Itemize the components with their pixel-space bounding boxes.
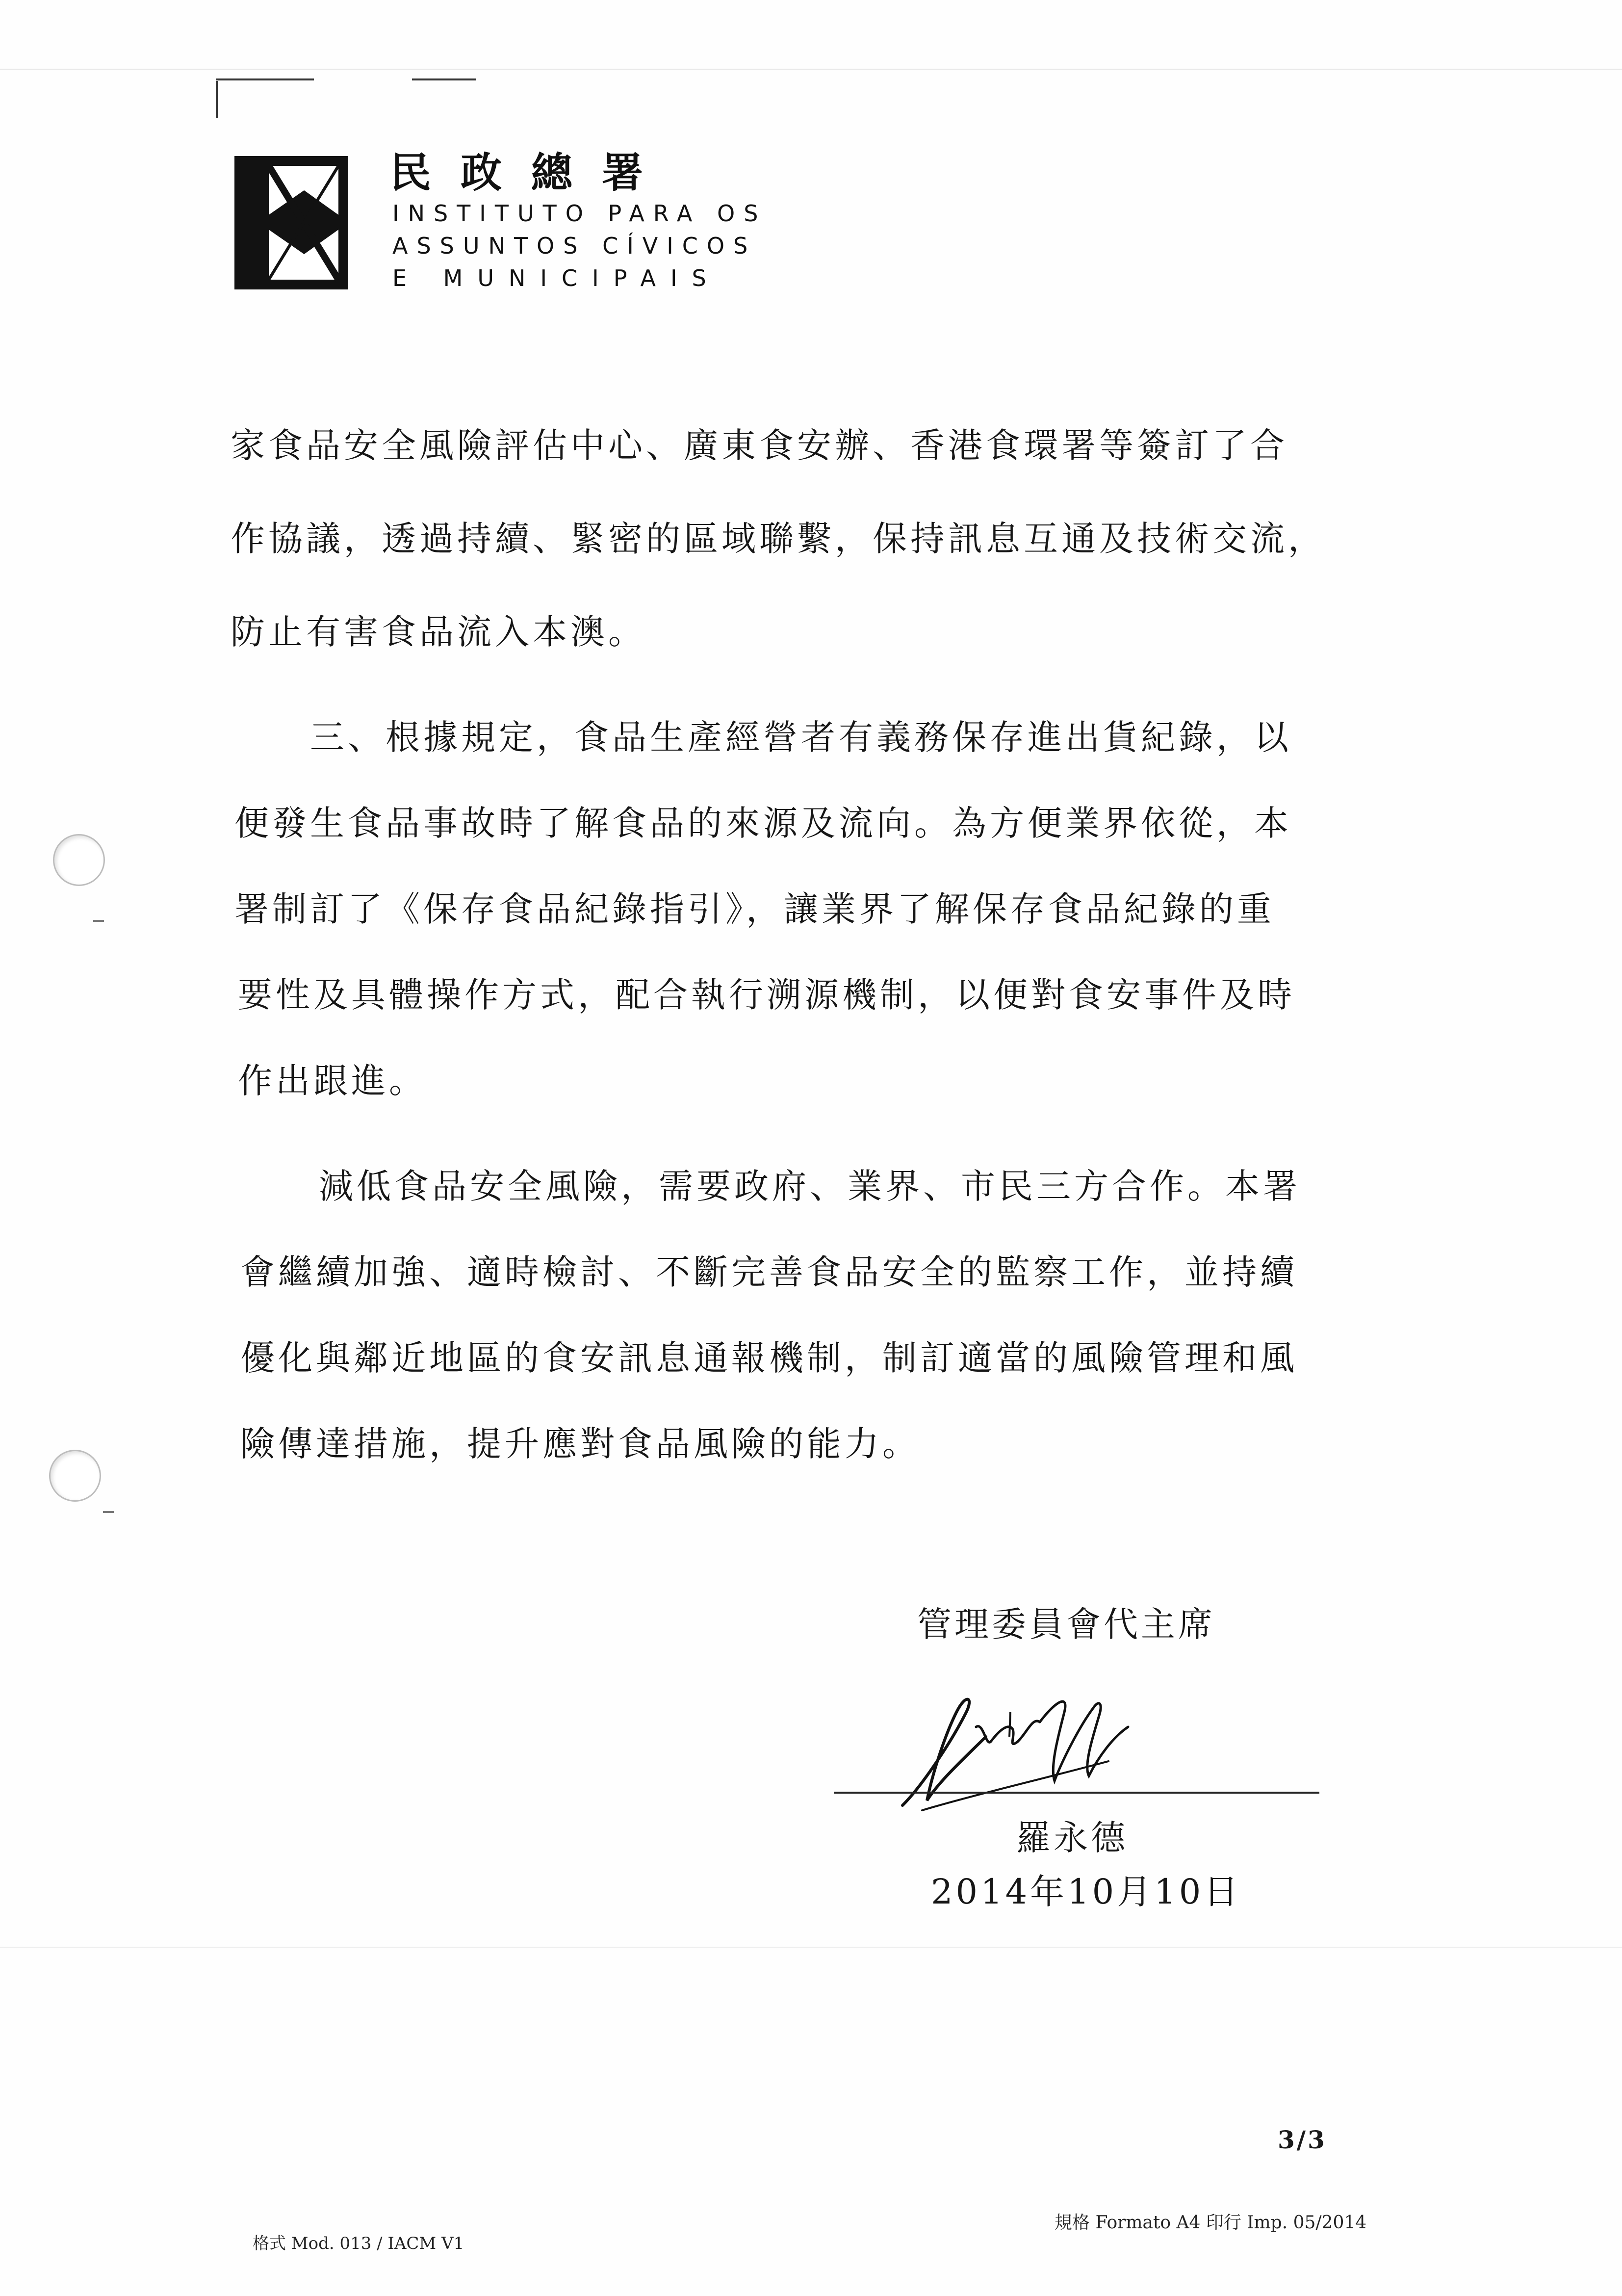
scan-artifact-line	[0, 69, 1622, 70]
body-line: 家食品安全風險評估中心、廣東食安辦、香港食環署等簽訂了合	[231, 425, 1288, 466]
body-line: 要性及具體操作方式，配合執行溯源機制，以便對食安事件及時	[238, 975, 1295, 1015]
body-line: 三、根據規定，食品生產經營者有義務保存進出貨紀錄，以	[310, 717, 1292, 757]
corner-mark	[216, 81, 218, 118]
signature-date: 2014年10月10日	[931, 1872, 1241, 1912]
handwritten-signature	[893, 1683, 1138, 1825]
body-line: 作協議，透過持續、緊密的區域聯繫，保持訊息互通及技術交流，	[231, 519, 1326, 559]
punch-tick	[93, 920, 104, 922]
signatory-title: 管理委員會代主席	[917, 1604, 1215, 1644]
body-line: 作出跟進。	[238, 1061, 427, 1101]
org-name-portuguese-line: ASSUNTOS CÍVICOS	[392, 233, 757, 259]
body-line: 險傳達措施，提升應對食品風險的能力。	[240, 1424, 920, 1464]
iacm-logo-icon	[234, 156, 348, 289]
org-name-portuguese-line: E MUNICIPAIS	[392, 265, 721, 291]
body-line: 便發生食品事故時了解食品的來源及流向。為方便業界依從，本	[234, 803, 1292, 843]
corner-mark	[412, 78, 476, 80]
body-line: 防止有害食品流入本澳。	[231, 612, 646, 652]
body-line: 減低食品安全風險，需要政府、業界、市民三方合作。本署	[319, 1166, 1301, 1206]
signature-line	[834, 1792, 1319, 1794]
print-spec: 規格 Formato A4 印行 Imp. 05/2014	[1055, 2213, 1367, 2233]
form-code: 格式 Mod. 013 / IACM V1	[253, 2234, 464, 2253]
body-line: 優化與鄰近地區的食安訊息通報機制，制訂適當的風險管理和風	[240, 1338, 1298, 1378]
corner-mark	[216, 78, 314, 80]
punch-hole	[53, 834, 105, 886]
punch-hole	[49, 1450, 101, 1502]
punch-tick	[103, 1511, 114, 1513]
page-number: 3/3	[1278, 2125, 1327, 2154]
org-name-chinese: 民政總署	[390, 149, 673, 197]
body-line: 署制訂了《保存食品紀錄指引》，讓業界了解保存食品紀錄的重	[234, 889, 1275, 929]
signatory-name: 羅永德	[1016, 1818, 1128, 1858]
org-name-portuguese-line: INSTITUTO PARA OS	[392, 200, 767, 227]
body-line: 會繼續加強、適時檢討、不斷完善食品安全的監察工作，並持續	[240, 1252, 1298, 1292]
scan-artifact-line	[0, 1947, 1622, 1948]
